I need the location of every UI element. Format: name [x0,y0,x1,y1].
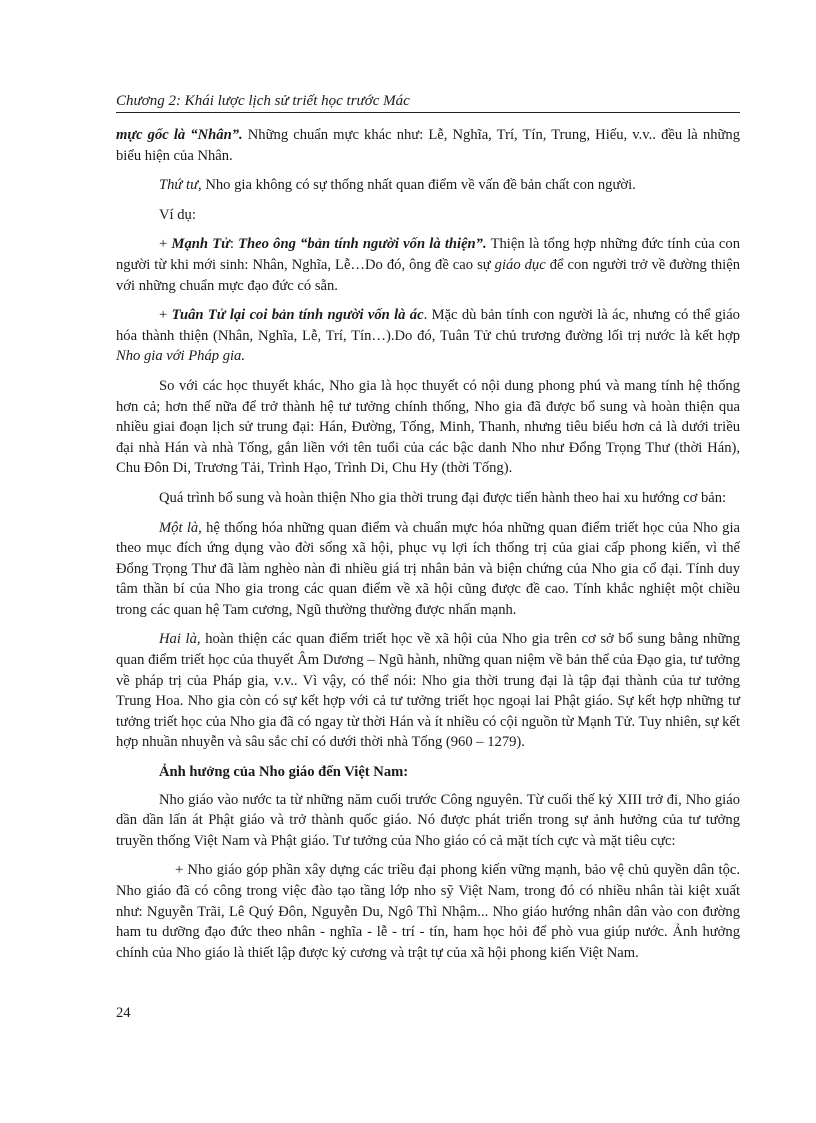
page-body [116,125,740,972]
paragraph-text: . Mặc dù bản tính con người là ác, nhưng có thể giáo hóa thành thiện (Nhân, Nghĩa, Lễ, Trí, Tín…).Do đó, Tuân Tử chủ trương đường lối trị nước là kết hợp [116,307,740,344]
italic-lead: Một là [159,519,199,536]
paragraph-thu-tu [116,175,740,196]
emphasis-nhan: mực gốc là “Nhân”. [116,127,243,143]
emphasis-thesis: Tuân Tử lại coi bản tính người vốn là ác [171,307,424,324]
header-rule [116,112,740,113]
paragraph-hai-la [116,629,740,753]
bullet-plus: + [159,307,172,324]
paragraph-text: , hoàn thiện các quan điểm triết học về xã hội của Nho gia trên cơ sở bổ sung bằng những quan điểm triết học của thuyết Âm Dương – Ngũ hành, những quan niệm về bản thể của Đạo gia, tư tưởng về pháp trị của Pháp gia, v.v.. Vì vậy, có thể nói: Nho gia thời trung đại là tập đại thành của tư tưởng Trung Hoa. Nho gia còn có sự kết hợp với cả tư tưởng triết học ngoại lai Phật giáo. Sự kết hợp những tư tưởng triết học của Nho gia đã có ngay từ thời Hán và ít nhiều có cội nguồn từ Mạnh Tử. Tuy nhiên, sự kết hợp nhuần nhuyễn và sâu sắc chỉ có dưới thời nhà Tống (960 – 1279). [116,631,741,751]
name-manh-tu: Mạnh Tử [171,236,230,253]
paragraph-qua-trinh: Quá trình bổ sung và hoàn thiện Nho gia thời trung đại được tiến hành theo hai xu hướng cơ bản: [159,489,727,506]
paragraph-tuan-tu [116,305,740,367]
separator: : [229,236,239,253]
paragraph-continued [116,125,740,166]
page-number: 24 [116,1005,131,1021]
paragraph-text: Thiện là tổng hợp những đức tính của con người từ khi mới sinh: Nhân, Nghĩa, Lễ…Do đó, ông đề cao sự [116,236,741,273]
italic-giao-duc: giáo dục [494,256,546,273]
emphasis-thesis: Theo ông “bản tính người vốn là thiện”. [238,236,487,253]
paragraph-mot-la [116,518,740,621]
section-heading: Ảnh hưởng của Nho giáo đến Việt Nam: [159,764,409,781]
paragraph-text: Những chuẩn mực khác như: Lễ, Nghĩa, Trí, Tín, Trung, Hiếu, v.v.. đều là những biểu hiện của Nhân. [116,127,740,164]
paragraph-nho-giao-vao: Nho giáo vào nước ta từ những năm cuối trước Công nguyên. Từ cuối thế kỷ XIII trở đi, Nho giáo dần dần lấn át Phật giáo và trở thành quốc giáo. Nó được phát triển trong sự ảnh hưởng của tư tưởng truyền thống Việt Nam và Phật giáo. Tư tưởng của Nho giáo có cả mặt tích cực và mặt tiêu cực: [116,791,740,849]
paragraph-manh-tu [116,234,740,296]
italic-lead: Hai là [159,631,197,648]
italic-lead: Thứ tư [159,177,199,194]
paragraph-so-voi: So với các học thuyết khác, Nho gia là học thuyết có nội dung phong phú và mang tính hệ thống hơn cả; hơn thế nữa để trở thành hệ tư tưởng chính thống, Nho gia đã được bổ sung và hoàn thiện qua nhiều giai đoạn lịch sử trung đại: Hán, Đường, Tống, Minh, Thanh, nhưng tiêu biểu hơn cả là dưới triều đại nhà Hán và nhà Tống, gắn liền với tên tuổi của các bậc danh Nho như Đổng Trọng Thư (thời Hán), Chu Đôn Di, Trương Tải, Trình Hạo, Trình Di, Chu Hy (thời Tống). [116,377,740,477]
paragraph-text: để con người trở về đường thiện với những chuẩn mực đạo đức có sẵn. [116,256,740,294]
paragraph-text: , Nho gia không có sự thống nhất quan điểm về vấn đề bản chất con người. [198,177,636,194]
chapter-header: Chương 2: Khái lược lịch sử triết học trước Mác [116,93,410,109]
paragraph-positive-effects: + Nho giáo góp phần xây dựng các triều đại phong kiến vững mạnh, bảo vệ chủ quyền dân tộc. Nho giáo đã có công trong việc đào tạo tầng lớp nho sỹ Việt Nam, trong đó có nhiều nhân tài kiệt xuất như: Nguyễn Trãi, Lê Quý Đôn, Nguyễn Du, Ngô Thì Nhậm... Nho giáo hướng nhân dân vào con đường ham tu dưỡng đạo đức theo nhân - nghĩa - lễ - trí - tín, ham học hỏi để phò vua giúp nước. Ảnh hưởng chính của Nho giáo là thiết lập được kỷ cương và trật tự của xã hội phong kiến Việt Nam. [116,862,740,961]
paragraph-vi-du: Ví dụ: [159,206,196,223]
paragraph-text: , hệ thống hóa những quan điểm và chuẩn mực hóa những quan điểm triết học của Nho gia theo mục đích ứng dụng vào đời sống xã hội, phục vụ lợi ích thống trị của giai cấp phong kiến, vì thế Đổng Trọng Thư đã làm nghèo nàn đi nhiều giá trị nhân bản và biện chứng của Nho gia cổ đại. Tính duy tâm thần bí của Nho gia trong các quan điểm về xã hội cũng được đề cao. Tính khắc nghiệt một chiều trong các quan hệ Tam cương, Ngũ thường thường được nhấn mạnh. [116,519,740,618]
italic-nho-phap: Nho gia với Pháp gia. [116,348,245,365]
bullet-plus: + [159,236,172,253]
